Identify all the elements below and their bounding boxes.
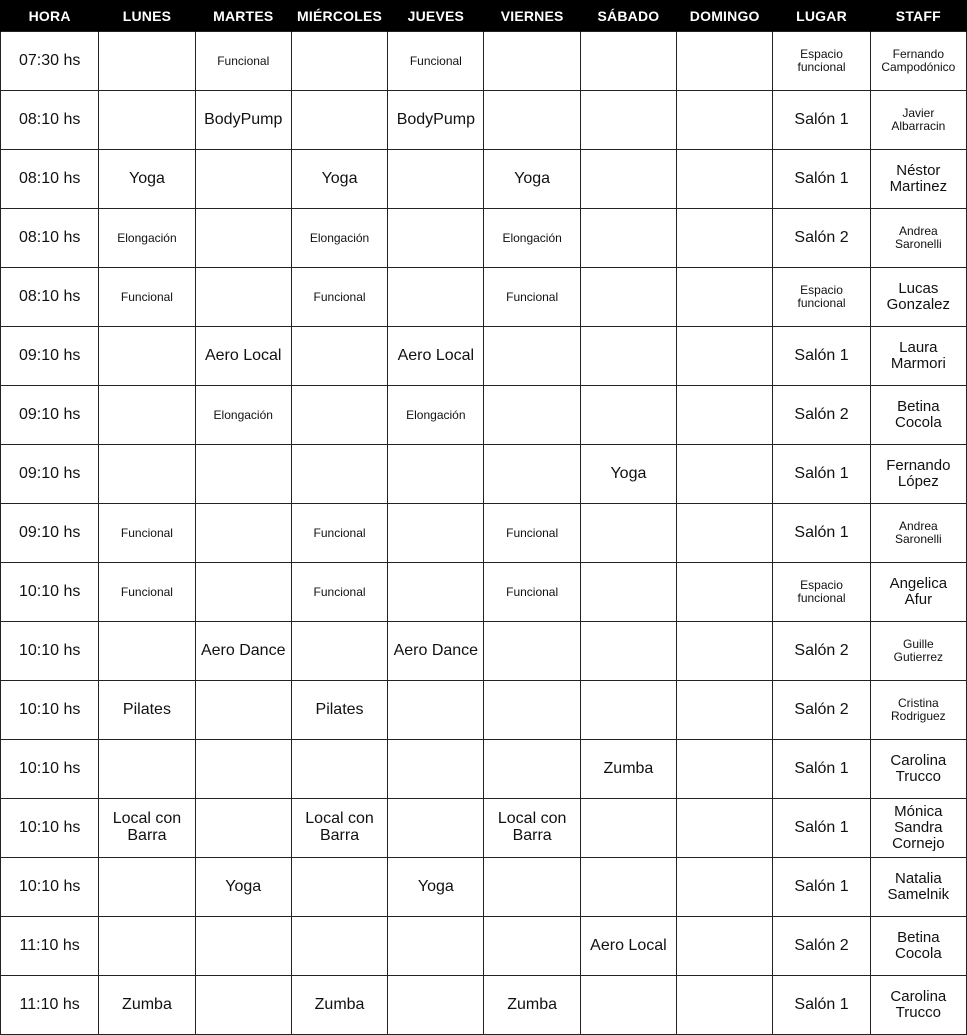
class-cell xyxy=(580,976,676,1035)
class-cell xyxy=(195,563,291,622)
table-row xyxy=(1,976,967,1035)
class-cell xyxy=(388,681,484,740)
class-cell xyxy=(195,799,291,858)
class-cell xyxy=(388,32,484,91)
class-cell xyxy=(291,740,387,799)
class-cell xyxy=(388,799,484,858)
staff-cell xyxy=(870,976,966,1035)
class-cell xyxy=(388,622,484,681)
class-cell xyxy=(291,327,387,386)
class-cell xyxy=(195,91,291,150)
class-name: Elongación xyxy=(213,407,273,422)
class-cell xyxy=(99,799,195,858)
class-cell xyxy=(99,209,195,268)
table-row xyxy=(1,150,967,209)
header-staff: STAFF xyxy=(870,0,966,32)
header-lunes: LUNES xyxy=(99,0,195,32)
class-name: Funcional xyxy=(313,584,366,599)
class-cell xyxy=(291,91,387,150)
class-cell xyxy=(677,32,773,91)
class-cell xyxy=(484,150,580,209)
place-cell xyxy=(773,740,870,799)
header-viernes: VIERNES xyxy=(484,0,580,32)
class-cell xyxy=(484,386,580,445)
staff-name: Andrea Saronelli xyxy=(894,224,942,251)
time-cell: 11:10 hs xyxy=(1,917,99,976)
class-name: Aero Local xyxy=(397,346,475,364)
class-name: Yoga xyxy=(417,877,454,895)
class-cell xyxy=(484,740,580,799)
staff-name: Carolina Trucco xyxy=(890,988,947,1021)
place-name: Espacio funcional xyxy=(797,47,846,74)
class-cell xyxy=(580,799,676,858)
place-name: Salón 1 xyxy=(794,346,849,364)
class-cell xyxy=(388,504,484,563)
class-cell xyxy=(677,622,773,681)
class-name: Aero Dance xyxy=(393,641,479,659)
table-row xyxy=(1,268,967,327)
place-name: Espacio funcional xyxy=(797,578,846,605)
staff-name: Carolina Trucco xyxy=(890,752,947,785)
class-name: Funcional xyxy=(120,289,173,304)
class-cell xyxy=(677,740,773,799)
staff-cell xyxy=(870,327,966,386)
class-cell xyxy=(484,91,580,150)
place-cell xyxy=(773,504,870,563)
class-cell xyxy=(580,681,676,740)
class-cell xyxy=(195,504,291,563)
class-name: Funcional xyxy=(506,525,559,540)
class-cell xyxy=(677,917,773,976)
class-cell xyxy=(195,209,291,268)
class-cell xyxy=(291,858,387,917)
class-cell xyxy=(580,740,676,799)
table-row xyxy=(1,445,967,504)
place-name: Salón 1 xyxy=(794,877,849,895)
class-name: BodyPump xyxy=(396,110,475,128)
place-name: Salón 2 xyxy=(794,700,849,718)
time-cell: 08:10 hs xyxy=(1,91,99,150)
class-cell xyxy=(99,976,195,1035)
class-name: Funcional xyxy=(217,53,270,68)
class-cell xyxy=(99,91,195,150)
class-cell xyxy=(388,563,484,622)
class-cell xyxy=(291,386,387,445)
class-cell xyxy=(580,268,676,327)
class-cell xyxy=(99,563,195,622)
staff-name: Betina Cocola xyxy=(894,929,942,962)
class-cell xyxy=(388,268,484,327)
class-name: BodyPump xyxy=(204,110,283,128)
class-cell xyxy=(388,445,484,504)
staff-name: Cristina Rodriguez xyxy=(890,696,946,723)
staff-name: Laura Marmori xyxy=(890,339,946,372)
class-cell xyxy=(195,386,291,445)
staff-cell xyxy=(870,386,966,445)
table-row xyxy=(1,740,967,799)
class-cell xyxy=(99,268,195,327)
class-cell xyxy=(484,209,580,268)
class-cell xyxy=(484,563,580,622)
class-cell xyxy=(99,32,195,91)
staff-cell xyxy=(870,740,966,799)
class-name: Funcional xyxy=(506,289,559,304)
table-row xyxy=(1,91,967,150)
class-cell xyxy=(291,681,387,740)
time-cell: 07:30 hs xyxy=(1,32,99,91)
staff-name: Lucas Gonzalez xyxy=(886,280,951,313)
class-cell xyxy=(677,976,773,1035)
staff-name: Fernando López xyxy=(886,457,951,490)
class-cell xyxy=(291,268,387,327)
class-cell xyxy=(291,917,387,976)
class-cell xyxy=(388,386,484,445)
class-name: Local con Barra xyxy=(497,810,567,844)
table-row xyxy=(1,858,967,917)
class-cell xyxy=(580,917,676,976)
class-cell xyxy=(388,209,484,268)
staff-name: Néstor Martinez xyxy=(889,162,948,195)
table-row xyxy=(1,327,967,386)
class-name: Elongación xyxy=(117,230,177,245)
time-cell: 08:10 hs xyxy=(1,209,99,268)
class-cell xyxy=(291,150,387,209)
time-cell: 11:10 hs xyxy=(1,976,99,1035)
class-name: Zumba xyxy=(314,995,365,1013)
place-cell xyxy=(773,858,870,917)
place-cell xyxy=(773,799,870,858)
time-cell: 09:10 hs xyxy=(1,445,99,504)
class-name: Aero Dance xyxy=(200,641,286,659)
place-name: Salón 2 xyxy=(794,936,849,954)
class-name: Aero Local xyxy=(590,936,667,954)
class-cell xyxy=(677,327,773,386)
class-cell xyxy=(388,858,484,917)
place-cell xyxy=(773,327,870,386)
header-martes: MARTES xyxy=(195,0,291,32)
header-row xyxy=(1,0,967,32)
class-cell xyxy=(580,858,676,917)
class-name: Yoga xyxy=(321,169,358,187)
place-name: Salón 2 xyxy=(794,228,849,246)
class-name: Local con Barra xyxy=(112,810,182,844)
time-cell: 08:10 hs xyxy=(1,268,99,327)
class-name: Funcional xyxy=(506,584,559,599)
class-name: Funcional xyxy=(409,53,462,68)
class-cell xyxy=(99,504,195,563)
class-cell xyxy=(195,327,291,386)
place-cell xyxy=(773,386,870,445)
class-cell xyxy=(291,976,387,1035)
class-cell xyxy=(291,504,387,563)
place-name: Salón 1 xyxy=(794,169,849,187)
place-cell xyxy=(773,209,870,268)
header-jueves: JUEVES xyxy=(388,0,484,32)
table-row xyxy=(1,209,967,268)
class-cell xyxy=(195,32,291,91)
time-cell: 10:10 hs xyxy=(1,681,99,740)
place-name: Salón 1 xyxy=(794,759,849,777)
staff-cell xyxy=(870,32,966,91)
header-hora: HORA xyxy=(1,0,99,32)
class-cell xyxy=(580,150,676,209)
class-cell xyxy=(388,150,484,209)
class-name: Elongación xyxy=(309,230,370,245)
class-cell xyxy=(291,622,387,681)
place-cell xyxy=(773,681,870,740)
class-name: Funcional xyxy=(120,584,173,599)
class-cell xyxy=(580,32,676,91)
class-cell xyxy=(388,327,484,386)
class-cell xyxy=(195,445,291,504)
table-row xyxy=(1,799,967,858)
table-row xyxy=(1,563,967,622)
class-cell xyxy=(195,150,291,209)
class-cell xyxy=(195,681,291,740)
class-cell xyxy=(388,917,484,976)
class-cell xyxy=(484,445,580,504)
header-miercoles: MIÉRCOLES xyxy=(291,0,387,32)
class-cell xyxy=(484,268,580,327)
class-cell xyxy=(677,150,773,209)
class-cell xyxy=(580,91,676,150)
header-sabado: SÁBADO xyxy=(580,0,676,32)
class-cell xyxy=(484,917,580,976)
place-cell xyxy=(773,917,870,976)
place-cell xyxy=(773,622,870,681)
table-row xyxy=(1,681,967,740)
class-cell xyxy=(484,681,580,740)
table-row xyxy=(1,32,967,91)
table-row xyxy=(1,504,967,563)
staff-name: Mónica Sandra Cornejo xyxy=(892,803,945,852)
class-cell xyxy=(99,740,195,799)
staff-name: Betina Cocola xyxy=(894,398,942,431)
class-cell xyxy=(195,740,291,799)
class-cell xyxy=(677,858,773,917)
class-cell xyxy=(677,268,773,327)
class-cell xyxy=(580,504,676,563)
class-cell xyxy=(484,622,580,681)
class-name: Yoga xyxy=(514,169,551,187)
staff-cell xyxy=(870,91,966,150)
class-cell xyxy=(484,858,580,917)
place-cell xyxy=(773,563,870,622)
time-cell: 09:10 hs xyxy=(1,386,99,445)
staff-name: Fernando Campodónico xyxy=(881,47,956,74)
staff-cell xyxy=(870,445,966,504)
class-cell xyxy=(484,504,580,563)
staff-name: Andrea Saronelli xyxy=(894,519,942,546)
staff-name: Natalia Samelnik xyxy=(887,870,950,903)
place-cell xyxy=(773,150,870,209)
time-cell: 08:10 hs xyxy=(1,150,99,209)
time-cell: 10:10 hs xyxy=(1,740,99,799)
class-cell xyxy=(388,976,484,1035)
schedule-body xyxy=(1,32,967,1035)
staff-cell xyxy=(870,150,966,209)
class-cell xyxy=(99,386,195,445)
staff-cell xyxy=(870,209,966,268)
staff-name: Guille Gutierrez xyxy=(893,637,944,664)
class-cell xyxy=(99,150,195,209)
class-cell xyxy=(99,917,195,976)
class-cell xyxy=(580,622,676,681)
class-cell xyxy=(580,445,676,504)
class-cell xyxy=(195,622,291,681)
staff-name: Angelica Afur xyxy=(889,575,948,608)
class-cell xyxy=(195,917,291,976)
class-cell xyxy=(580,563,676,622)
place-cell xyxy=(773,445,870,504)
class-name: Elongación xyxy=(502,230,562,245)
staff-name: Javier Albarracin xyxy=(891,106,946,133)
class-cell xyxy=(484,799,580,858)
table-row xyxy=(1,917,967,976)
class-cell xyxy=(291,32,387,91)
class-cell xyxy=(99,445,195,504)
staff-cell xyxy=(870,917,966,976)
class-name: Zumba xyxy=(122,995,172,1013)
class-cell xyxy=(291,799,387,858)
time-cell: 10:10 hs xyxy=(1,858,99,917)
place-name: Salón 1 xyxy=(794,523,849,541)
time-cell: 10:10 hs xyxy=(1,799,99,858)
place-cell xyxy=(773,268,870,327)
class-cell xyxy=(580,327,676,386)
class-name: Funcional xyxy=(120,525,173,540)
class-name: Zumba xyxy=(603,759,654,777)
place-cell xyxy=(773,32,870,91)
class-cell xyxy=(677,91,773,150)
staff-cell xyxy=(870,504,966,563)
table-row xyxy=(1,622,967,681)
class-cell xyxy=(677,799,773,858)
class-cell xyxy=(677,504,773,563)
table-row xyxy=(1,386,967,445)
class-cell xyxy=(388,91,484,150)
class-cell xyxy=(99,681,195,740)
time-cell: 09:10 hs xyxy=(1,327,99,386)
class-name: Yoga xyxy=(610,464,647,482)
place-name: Espacio funcional xyxy=(797,283,846,310)
staff-cell xyxy=(870,799,966,858)
class-cell xyxy=(677,563,773,622)
class-cell xyxy=(677,386,773,445)
time-cell: 10:10 hs xyxy=(1,563,99,622)
staff-cell xyxy=(870,563,966,622)
place-name: Salón 2 xyxy=(794,405,849,423)
class-name: Zumba xyxy=(507,995,558,1013)
place-name: Salón 1 xyxy=(794,995,849,1013)
place-name: Salón 1 xyxy=(794,110,849,128)
class-cell xyxy=(677,681,773,740)
staff-cell xyxy=(870,681,966,740)
class-cell xyxy=(677,445,773,504)
class-cell xyxy=(291,209,387,268)
class-name: Local con Barra xyxy=(305,810,374,844)
class-cell xyxy=(484,327,580,386)
place-name: Salón 1 xyxy=(794,818,849,836)
class-cell xyxy=(580,386,676,445)
class-name: Aero Local xyxy=(204,346,282,364)
class-cell xyxy=(484,32,580,91)
class-cell xyxy=(195,858,291,917)
time-cell: 10:10 hs xyxy=(1,622,99,681)
class-name: Funcional xyxy=(313,289,366,304)
class-name: Yoga xyxy=(225,877,262,895)
time-cell: 09:10 hs xyxy=(1,504,99,563)
class-cell xyxy=(484,976,580,1035)
place-cell xyxy=(773,91,870,150)
staff-cell xyxy=(870,622,966,681)
class-name: Pilates xyxy=(315,700,364,718)
class-name: Funcional xyxy=(313,525,366,540)
staff-cell xyxy=(870,858,966,917)
header-domingo: DOMINGO xyxy=(677,0,773,32)
class-cell xyxy=(99,858,195,917)
class-name: Elongación xyxy=(406,407,466,422)
class-cell xyxy=(580,209,676,268)
class-cell xyxy=(388,740,484,799)
class-cell xyxy=(99,327,195,386)
place-cell xyxy=(773,976,870,1035)
class-cell xyxy=(195,268,291,327)
class-name: Pilates xyxy=(122,700,171,718)
place-name: Salón 2 xyxy=(794,641,849,659)
class-cell xyxy=(677,209,773,268)
header-lugar: LUGAR xyxy=(773,0,870,32)
class-name: Yoga xyxy=(128,169,165,187)
place-name: Salón 1 xyxy=(794,464,849,482)
class-cell xyxy=(195,976,291,1035)
class-cell xyxy=(291,445,387,504)
class-cell xyxy=(99,622,195,681)
staff-cell xyxy=(870,268,966,327)
class-cell xyxy=(291,563,387,622)
